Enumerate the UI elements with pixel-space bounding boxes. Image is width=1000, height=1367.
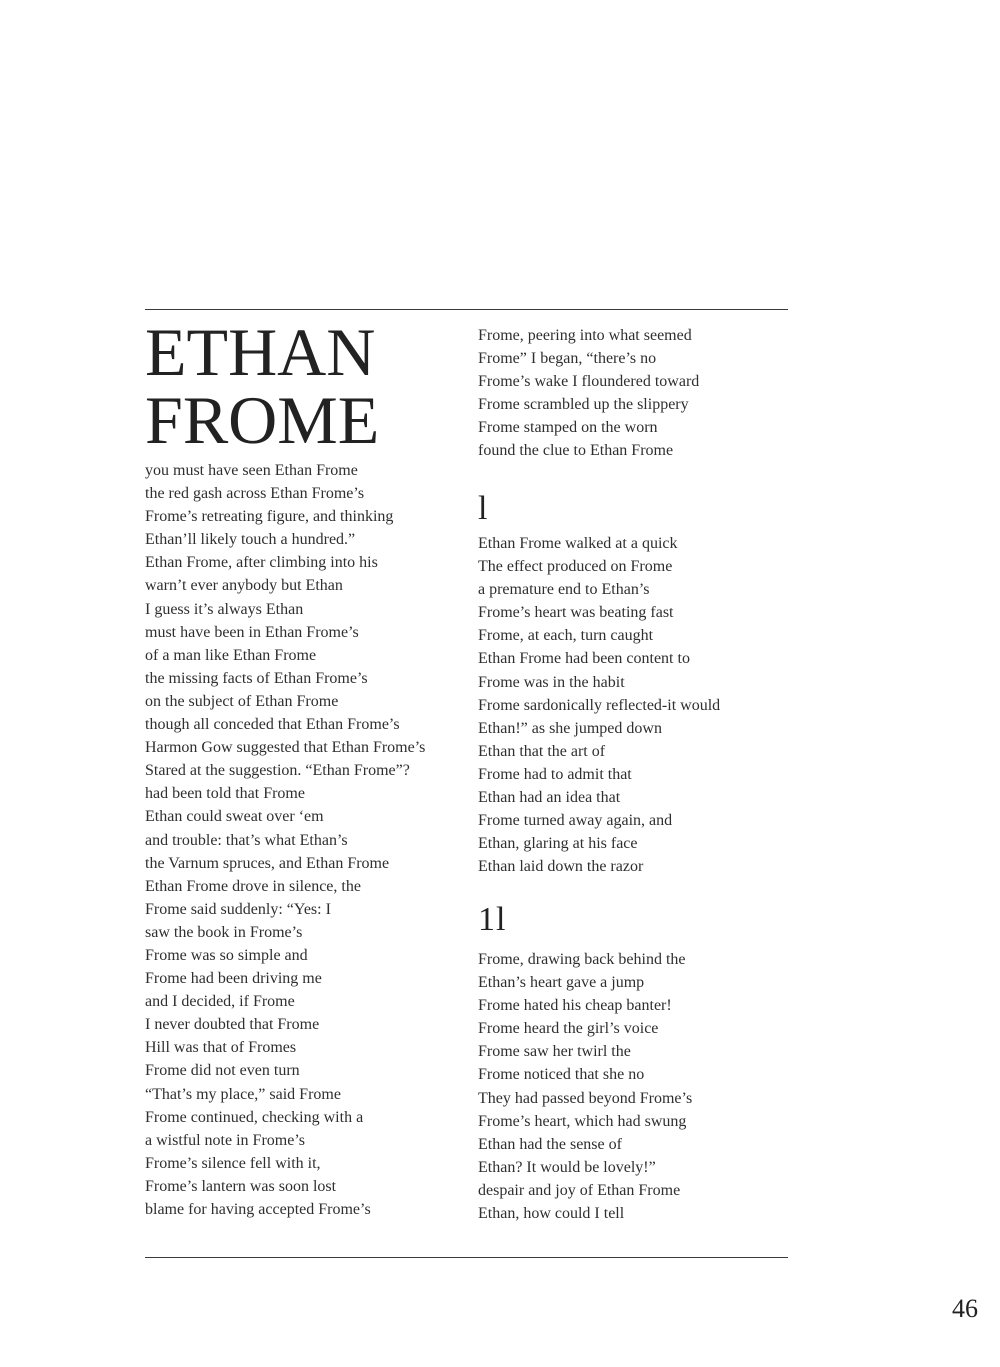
book-title [145, 314, 465, 458]
text-line: Frome’s heart was beating fast [478, 604, 674, 622]
text-line: Frome turned away again, and [478, 812, 673, 830]
text-line: Frome’s lantern was soon lost [145, 1177, 337, 1195]
text-line: Ethan!” as she jumped down [478, 719, 662, 737]
text-line: I guess it’s always Ethan [145, 600, 304, 618]
text-line: Frome said suddenly: “Yes: I [145, 900, 331, 918]
text-line: Ethan? It would be lovely!” [478, 1158, 656, 1176]
text-line: The effect produced on Frome [478, 558, 673, 576]
text-line: Frome hated his cheap banter! [478, 997, 672, 1015]
text-line: Ethan could sweat over ‘em [145, 808, 324, 826]
text-line: Frome was in the habit [478, 673, 625, 691]
text-line: despair and joy of Ethan Frome [478, 1181, 681, 1199]
text-line: Ethan laid down the razor [478, 858, 644, 876]
text-line: Frome’s wake I floundered toward [478, 373, 700, 391]
text-line: you must have seen Ethan Frome [145, 462, 358, 479]
chapter-2-lines [478, 948, 778, 1225]
text-line: Frome, at each, turn caught [478, 627, 654, 645]
title-line-2: FROME [145, 382, 380, 458]
text-line: Frome noticed that she no [478, 1066, 645, 1084]
text-line: Frome scrambled up the slippery [478, 396, 689, 414]
text-line: and I decided, if Frome [145, 993, 295, 1011]
text-line: Frome had to admit that [478, 765, 632, 783]
text-line: Frome’s retreating figure, and thinking [145, 508, 394, 526]
text-line: the missing facts of Ethan Frome’s [145, 669, 368, 687]
text-line: Frome had been driving me [145, 970, 322, 988]
text-line: Frome’s silence fell with it, [145, 1154, 321, 1172]
text-line: a premature end to Ethan’s [478, 581, 650, 599]
text-line: must have been in Ethan Frome’s [145, 623, 359, 641]
text-line: and trouble: that’s what Ethan’s [145, 831, 348, 849]
text-line: a wistful note in Frome’s [145, 1131, 305, 1149]
text-line: Ethan’s heart gave a jump [478, 974, 645, 992]
text-line: Frome sardonically reflected-it would [478, 696, 721, 714]
text-line: found the clue to Ethan Frome [478, 442, 674, 460]
text-line: Harmon Gow suggested that Ethan Frome’s [145, 739, 426, 757]
text-line: Ethan Frome, after climbing into his [145, 554, 378, 572]
top-rule [145, 309, 788, 310]
text-line: They had passed beyond Frome’s [478, 1089, 693, 1107]
text-line: Frome, drawing back behind the [478, 951, 686, 968]
text-line: Ethan that the art of [478, 742, 606, 760]
left-column-lines [145, 459, 460, 1221]
page-number: 46 [952, 1294, 978, 1323]
text-line: Frome did not even turn [145, 1062, 300, 1080]
text-line: Stared at the suggestion. “Ethan Frome”? [145, 762, 410, 780]
bottom-rule [145, 1257, 788, 1258]
text-line: had been told that Frome [145, 785, 305, 803]
text-line: Ethan Frome walked at a quick [478, 535, 678, 552]
text-line: Frome” I began, “there’s no [478, 350, 657, 368]
text-line: Frome heard the girl’s voice [478, 1020, 659, 1038]
text-line: Frome was so simple and [145, 946, 308, 964]
text-line: Frome saw her twirl the [478, 1043, 631, 1061]
text-line: the Varnum spruces, and Ethan Frome [145, 854, 390, 872]
right-column-intro-lines [478, 324, 778, 463]
text-line: saw the book in Frome’s [145, 923, 303, 941]
text-line: Frome’s heart, which had swung [478, 1112, 687, 1130]
chapter-1-heading: l [478, 490, 489, 527]
text-line: Ethan Frome drove in silence, the [145, 877, 361, 895]
text-line: Ethan had an idea that [478, 789, 621, 807]
text-line: Ethan Frome had been content to [478, 650, 690, 668]
text-line: Ethan, glaring at his face [478, 835, 638, 853]
text-line: Hill was that of Fromes [145, 1039, 297, 1057]
text-line: Ethan had the sense of [478, 1135, 622, 1153]
text-line: “That’s my place,” said Frome [145, 1085, 341, 1103]
text-line: the red gash across Ethan Frome’s [145, 485, 365, 503]
text-line: Frome continued, checking with a [145, 1108, 364, 1126]
chapter-1-lines [478, 532, 778, 878]
text-line: Ethan’ll likely touch a hundred.” [145, 531, 356, 549]
text-line: I never doubted that Frome [145, 1016, 320, 1034]
text-line: on the subject of Ethan Frome [145, 692, 339, 710]
text-line: Frome, peering into what seemed [478, 327, 692, 344]
text-line: warn’t ever anybody but Ethan [145, 577, 343, 595]
text-line: of a man like Ethan Frome [145, 646, 317, 664]
title-line-1: ETHAN [145, 314, 376, 390]
text-line: Frome stamped on the worn [478, 419, 658, 437]
text-line: though all conceded that Ethan Frome’s [145, 716, 400, 734]
text-line: blame for having accepted Frome’s [145, 1201, 371, 1218]
text-line: Ethan, how could I tell [478, 1205, 625, 1223]
chapter-2-heading: 1l [478, 901, 507, 938]
